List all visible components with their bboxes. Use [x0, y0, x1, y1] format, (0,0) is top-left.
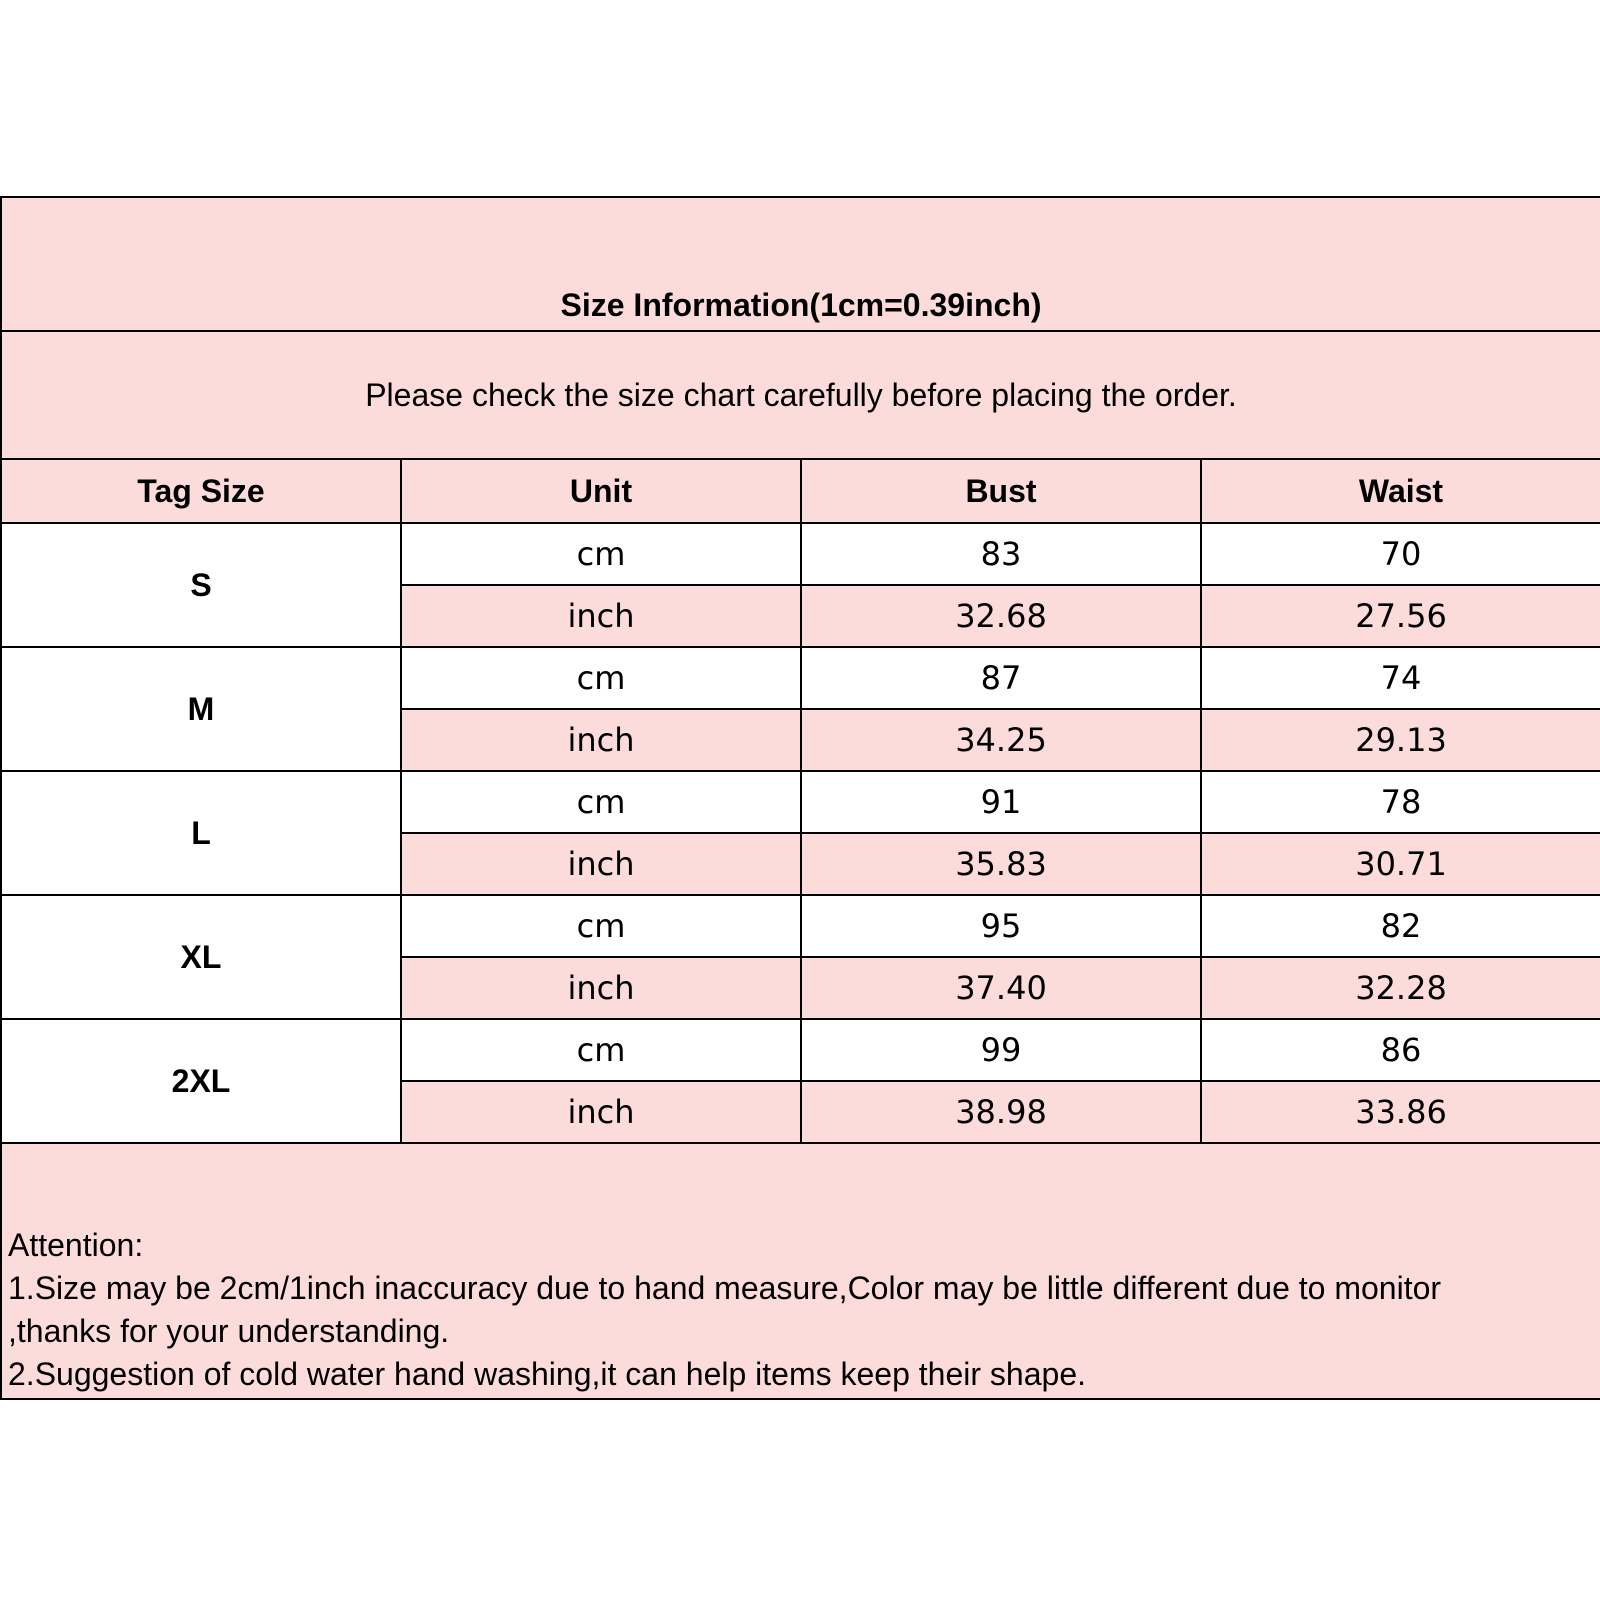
waist-cell: 82	[1201, 895, 1600, 957]
waist-cell: 70	[1201, 523, 1600, 585]
tag-size-cell: 2XL	[1, 1019, 401, 1143]
unit-cell: cm	[401, 771, 801, 833]
tag-size-cell: M	[1, 647, 401, 771]
unit-cell: inch	[401, 957, 801, 1019]
attention-heading: Attention:	[8, 1227, 144, 1263]
unit-cell: inch	[401, 709, 801, 771]
unit-cell: inch	[401, 833, 801, 895]
attention-line-2: ,thanks for your understanding.	[8, 1313, 450, 1349]
header-bust: Bust	[801, 459, 1201, 523]
attention-line-3: 2.Suggestion of cold water hand washing,it can help items keep their shape.	[8, 1356, 1086, 1392]
table-row	[1, 523, 1600, 585]
unit-cell: cm	[401, 895, 801, 957]
bust-cell: 34.25	[801, 709, 1201, 771]
waist-cell: 29.13	[1201, 709, 1600, 771]
bust-cell: 38.98	[801, 1081, 1201, 1143]
unit-cell: cm	[401, 523, 801, 585]
header-waist: Waist	[1201, 459, 1600, 523]
table-row	[1, 647, 1600, 709]
size-chart-sheet	[0, 196, 1600, 1400]
header-tag-size: Tag Size	[1, 459, 401, 523]
size-table	[0, 196, 1600, 1400]
waist-cell: 30.71	[1201, 833, 1600, 895]
table-title: Size Information(1cm=0.39inch)	[1, 197, 1600, 331]
order-notice: Please check the size chart carefully before placing the order.	[1, 331, 1600, 459]
bust-cell: 91	[801, 771, 1201, 833]
tag-size-cell: S	[1, 523, 401, 647]
waist-cell: 32.28	[1201, 957, 1600, 1019]
bust-cell: 87	[801, 647, 1201, 709]
waist-cell: 33.86	[1201, 1081, 1600, 1143]
bust-cell: 35.83	[801, 833, 1201, 895]
table-row	[1, 771, 1600, 833]
waist-cell: 27.56	[1201, 585, 1600, 647]
attention-line-1: 1.Size may be 2cm/1inch inaccuracy due to hand measure,Color may be little different due to monitor	[8, 1270, 1442, 1306]
waist-cell: 74	[1201, 647, 1600, 709]
bust-cell: 95	[801, 895, 1201, 957]
unit-cell: inch	[401, 585, 801, 647]
tag-size-cell: L	[1, 771, 401, 895]
bust-cell: 83	[801, 523, 1201, 585]
attention-notes	[1, 1143, 1600, 1399]
bust-cell: 99	[801, 1019, 1201, 1081]
header-unit: Unit	[401, 459, 801, 523]
bust-cell: 37.40	[801, 957, 1201, 1019]
table-row	[1, 895, 1600, 957]
waist-cell: 78	[1201, 771, 1600, 833]
unit-cell: inch	[401, 1081, 801, 1143]
waist-cell: 86	[1201, 1019, 1600, 1081]
tag-size-cell: XL	[1, 895, 401, 1019]
table-row	[1, 1019, 1600, 1081]
unit-cell: cm	[401, 1019, 801, 1081]
bust-cell: 32.68	[801, 585, 1201, 647]
unit-cell: cm	[401, 647, 801, 709]
